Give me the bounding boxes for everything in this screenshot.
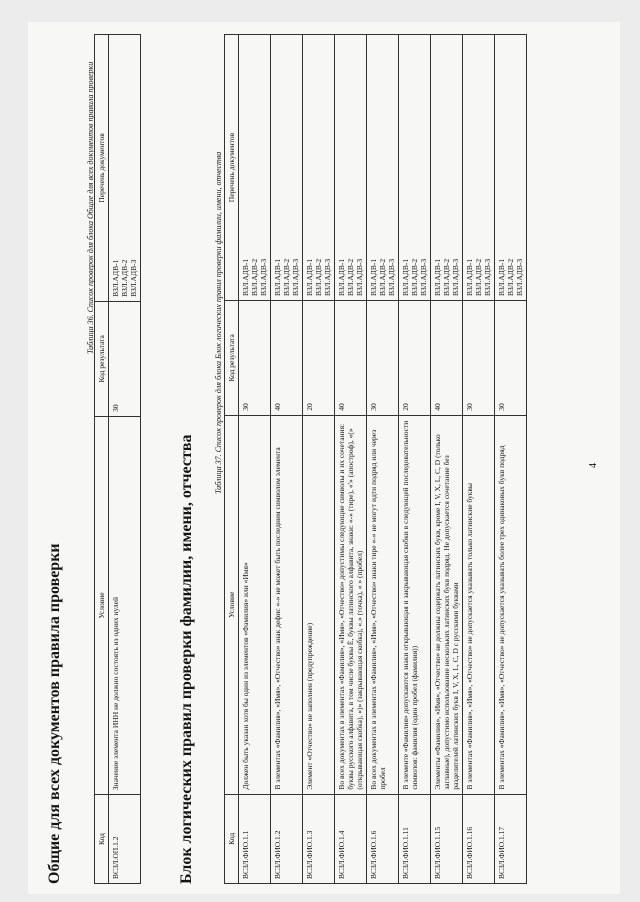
table-36 (94, 34, 141, 884)
table-37 (224, 34, 527, 884)
doc-item: ВЗЛ.АДВ-2 (474, 258, 483, 297)
row-code: ВСЗЛ.ФИО.1.16 (463, 794, 495, 883)
doc-item: ВЗЛ.АДВ-3 (419, 258, 428, 297)
table-row (109, 35, 141, 884)
doc-item: ВЗЛ.АДВ-3 (483, 258, 492, 297)
row-docs (431, 35, 463, 301)
doc-item: ВЗЛ.АДВ-2 (442, 258, 451, 297)
row-result: 30 (367, 301, 399, 416)
doc-item: ВЗЛ.АДВ-1 (497, 258, 506, 297)
doc-item: ВЗЛ.АДВ-1 (401, 258, 410, 297)
doc-item: ВЗЛ.АДВ-3 (387, 258, 396, 297)
row-condition: В элементе «Фамилия» допускаются знаки открывающая и закрывающая скобки в следующей последовательности символов: фамилия (один пробел (фамилия)) (399, 415, 431, 794)
row-condition: Элементы «Фамилия», «Имя», «Отчество» не должны содержать латинских букв, кроме I, V, X, L, C, D (только заглавные), допустимо использование нескольких латинских букв подряд. Не допускается сочетание без разделителей латинских букв I, V, X, L, C, D с русскими буквами (431, 415, 463, 794)
doc-item: ВЗЛ.АДВ-1 (433, 258, 442, 297)
doc-item: ВЗЛ.АДВ-2 (506, 258, 515, 297)
doc-item: ВЗЛ.АДВ-2 (410, 258, 419, 297)
doc-item: ВЗЛ.АДВ-3 (129, 259, 138, 297)
row-docs (399, 35, 431, 301)
doc-item: ВЗЛ.АДВ-2 (314, 258, 323, 297)
row-docs (109, 35, 141, 302)
doc-item: ВЗЛ.АДВ-2 (346, 258, 355, 297)
row-docs (335, 35, 367, 301)
row-result: 20 (399, 301, 431, 416)
table36-caption: Таблица 36. Список проверок для блока Общие для всех документов правила проверки (86, 61, 95, 354)
doc-item: ВЗЛ.АДВ-3 (259, 258, 268, 297)
table37-header-result: Код результата (225, 301, 239, 416)
table-row (239, 35, 271, 884)
row-code: ВСЗЛ.ФИО.1.3 (303, 794, 335, 883)
doc-item: ВЗЛ.АДВ-3 (291, 258, 300, 297)
row-condition: Во всех документах в элементах «Фамилия», «Имя», «Отчество» знаки тире «-» не могут идти подряд или через пробел (367, 415, 399, 794)
doc-item: ВЗЛ.АДВ-1 (111, 259, 120, 297)
rotated-content (28, 22, 620, 894)
table37-caption: Таблица 37. Список проверок для блока Блок логических правил проверки фамилии, имени, отчества (214, 151, 223, 494)
doc-item: ВЗЛ.АДВ-1 (337, 258, 346, 297)
row-code: ВСЗЛ.ФИО.1.11 (399, 794, 431, 883)
row-result: 30 (239, 301, 271, 416)
table-row (399, 35, 431, 884)
table-row (335, 35, 367, 884)
doc-item: ВЗЛ.АДВ-3 (355, 258, 364, 297)
row-code: ВСЗЛ.ФИО.1.17 (495, 794, 527, 883)
table-row (271, 35, 303, 884)
row-result: 20 (303, 301, 335, 416)
row-result: 30 (109, 301, 141, 416)
table37-header-condition: Условие (225, 415, 239, 794)
row-result: 30 (463, 301, 495, 416)
doc-item: ВЗЛ.АДВ-1 (369, 258, 378, 297)
table36-header-condition: Условие (95, 416, 109, 794)
table-row (431, 35, 463, 884)
doc-item: ВЗЛ.АДВ-2 (378, 258, 387, 297)
row-docs (367, 35, 399, 301)
table-row (367, 35, 399, 884)
table37-header-row (225, 35, 239, 884)
doc-item: ВЗЛ.АДВ-1 (465, 258, 474, 297)
row-result: 40 (431, 301, 463, 416)
row-condition: Во всех документах в элементах «Фамилия», «Имя», «Отчество» допустимы следующие символы и их сочетания: буквы русского алфавита, в том числе буквы Ё, буквы латинского алфавита, знаки: «-» (тире), «'» (апостроф), «(» (открывающая скобка), «)» (закрывающая скобка), «.» (точка), « » (пробел) (335, 415, 367, 794)
doc-item: ВЗЛ.АДВ-3 (515, 258, 524, 297)
row-condition: В элементах «Фамилия», «Имя», «Отчество» знак дефис «-» не может быть последним символом элемента (271, 415, 303, 794)
table37-header-code: Код (225, 794, 239, 883)
doc-item: ВЗЛ.АДВ-1 (241, 258, 250, 297)
doc-item: ВЗЛ.АДВ-2 (282, 258, 291, 297)
row-condition: В элементах «Фамилия», «Имя», «Отчество» не допускается указывать более трех одинаковых букв подряд (495, 415, 527, 794)
doc-item: ВЗЛ.АДВ-2 (250, 258, 259, 297)
row-code: ВСЗЛ.ФИО.1.6 (367, 794, 399, 883)
row-docs (239, 35, 271, 301)
row-condition: Элемент «Отчество» не заполнен (предупреждение) (303, 415, 335, 794)
doc-item: ВЗЛ.АДВ-2 (120, 259, 129, 297)
row-docs (271, 35, 303, 301)
row-result: 30 (495, 301, 527, 416)
row-code: ВСЗЛ.ФИО.1.4 (335, 794, 367, 883)
row-code: ВСЗЛ.ФИО.1.1 (239, 794, 271, 883)
row-condition: Значение элемента ИНН не должно состоять из одних нулей (109, 416, 141, 794)
doc-item: ВЗЛ.АДВ-3 (451, 258, 460, 297)
row-docs (303, 35, 335, 301)
table36-header-docs: Перечень документов (95, 35, 109, 302)
row-docs (463, 35, 495, 301)
table36-header-code: Код (95, 795, 109, 884)
row-code: ВСЗЛ.ФИО.1.2 (271, 794, 303, 883)
row-condition: Должен быть указан хотя бы один из элементов «Фамилия» или «Имя» (239, 415, 271, 794)
table-row (495, 35, 527, 884)
row-code: ВСЗЛ.ОП.1.2 (109, 795, 141, 884)
table37-header-docs: Перечень документов (225, 35, 239, 301)
table-row (303, 35, 335, 884)
section2-heading: Блок логических правил проверки фамилии, имени, отчества (178, 434, 195, 884)
doc-item: ВЗЛ.АДВ-1 (305, 258, 314, 297)
row-result: 40 (271, 301, 303, 416)
table36-header-result: Код результата (95, 301, 109, 416)
table36-header-row (95, 35, 109, 884)
table-row (463, 35, 495, 884)
doc-item: ВЗЛ.АДВ-3 (323, 258, 332, 297)
page-number: 4 (588, 463, 599, 468)
row-result: 40 (335, 301, 367, 416)
row-condition: В элементах «Фамилия», «Имя», «Отчество» не допускается указывать только латинские буквы (463, 415, 495, 794)
doc-item: ВЗЛ.АДВ-1 (273, 258, 282, 297)
document-page (28, 22, 620, 894)
row-docs (495, 35, 527, 301)
section1-heading: Общие для всех документов правила проверки (46, 543, 63, 884)
row-code: ВСЗЛ.ФИО.1.15 (431, 794, 463, 883)
